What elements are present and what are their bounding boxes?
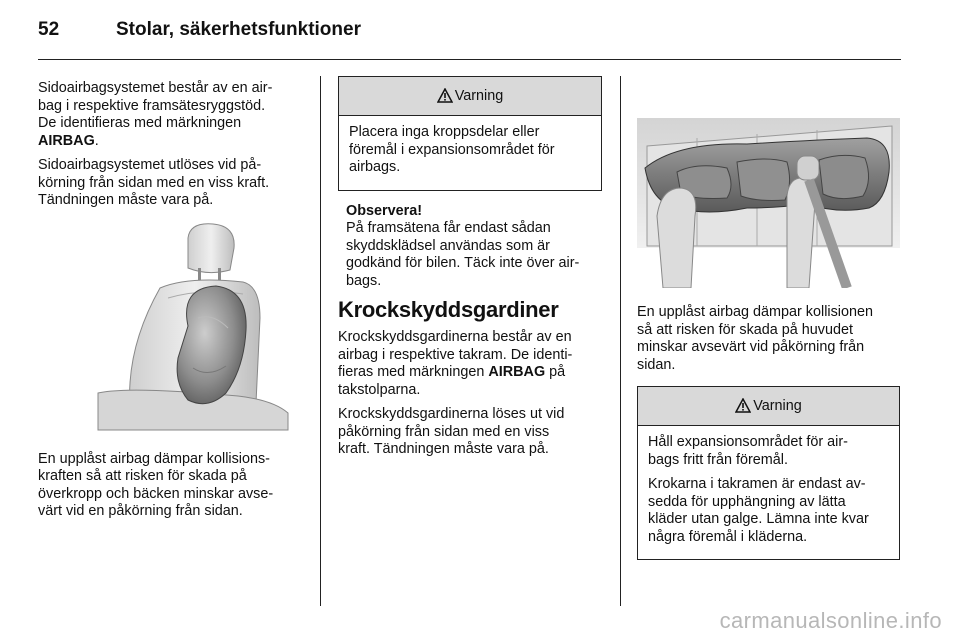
text-line: påkörning från sidan med en viss bbox=[338, 423, 550, 440]
curtain-airbag-illustration bbox=[637, 76, 900, 288]
note-block bbox=[338, 203, 602, 291]
text-line: Tändningen måste vara på. bbox=[38, 192, 214, 208]
text-line: föremål i expansionsområdet för bbox=[349, 141, 555, 158]
text-line: skyddsklädsel användas som är bbox=[346, 237, 550, 254]
text-line: . bbox=[94, 132, 99, 149]
curtain-airbag-intro bbox=[338, 329, 602, 399]
text-line: minskar avsevärt vid påkörning från bbox=[637, 339, 865, 355]
text-line: Krockskyddsgardinerna löses ut vid bbox=[338, 406, 565, 422]
text-line: godkänd för bilen. Täck inte över air- bbox=[346, 255, 580, 271]
page-number: 52 bbox=[38, 19, 60, 40]
text-line: På framsätena får endast sådan bbox=[346, 220, 551, 236]
warning-box-2 bbox=[637, 386, 900, 560]
text-line: kraften så att risken för skada på bbox=[38, 468, 247, 484]
text-line: kläder utan galge. Lämna inte kvar bbox=[648, 511, 869, 527]
section-heading: Krockskyddsgardiner bbox=[338, 297, 559, 322]
airbag-marking: AIRBAG bbox=[38, 132, 95, 149]
warning-triangle-icon bbox=[437, 80, 453, 118]
text-line: Sidoairbagsystemet utlöses vid på- bbox=[38, 157, 262, 173]
curtain-airbag-deploy bbox=[338, 406, 602, 459]
column-divider-1 bbox=[320, 76, 321, 606]
side-airbag-deploy bbox=[38, 157, 303, 210]
text-line: takstolparna. bbox=[338, 381, 421, 398]
warning-box-1 bbox=[338, 76, 602, 191]
warning-label: Varning bbox=[454, 88, 504, 104]
text-line: så att risken för skada på huvudet bbox=[637, 321, 853, 338]
warning-header bbox=[339, 77, 601, 116]
text-line: Krokarna i takramen är endast av- bbox=[648, 476, 866, 492]
text-line: airbags. bbox=[349, 159, 401, 175]
column-1 bbox=[38, 80, 303, 528]
side-airbag-intro bbox=[38, 80, 303, 150]
text-line: airbag i respektive takram. De identi- bbox=[338, 346, 573, 363]
text-line: kraft. Tändningen måste vara på. bbox=[338, 441, 549, 457]
text-line: Krockskyddsgardinerna består av en bbox=[338, 329, 572, 345]
seat-airbag-illustration bbox=[38, 218, 303, 433]
warning-triangle-icon bbox=[735, 390, 751, 428]
note-title: Observera! bbox=[346, 202, 422, 219]
warning-body bbox=[339, 116, 601, 190]
column-divider-2 bbox=[620, 76, 621, 606]
text-line: körning från sidan med en viss kraft. bbox=[38, 174, 270, 191]
header-rule bbox=[38, 59, 901, 60]
text-line: Håll expansionsområdet för air- bbox=[648, 434, 848, 450]
text-line: sidan. bbox=[637, 356, 676, 373]
text-line: bags. bbox=[346, 272, 382, 289]
text-line: De identifieras med märkningen bbox=[38, 115, 242, 131]
text-line: några föremål i kläderna. bbox=[648, 528, 808, 545]
text-line: sedda för upphängning av lätta bbox=[648, 493, 846, 510]
text-line: Sidoairbagsystemet består av en air- bbox=[38, 80, 273, 96]
column-3 bbox=[637, 76, 900, 560]
seat-airbag-caption bbox=[38, 451, 303, 521]
warning-body bbox=[638, 426, 899, 559]
text-line: Placera inga kroppsdelar eller bbox=[349, 124, 540, 140]
airbag-marking: AIRBAG bbox=[488, 364, 546, 380]
warning-header bbox=[638, 387, 899, 426]
watermark: carmanualsonline.info bbox=[719, 608, 942, 633]
text-line: bags fritt från föremål. bbox=[648, 451, 788, 468]
warning-label: Varning bbox=[753, 398, 802, 414]
curtain-airbag-caption bbox=[637, 304, 900, 374]
text-line: bag i respektive framsätesryggstöd. bbox=[38, 97, 266, 114]
page-title: Stolar, säkerhetsfunktioner bbox=[116, 19, 361, 40]
text-line: En upplåst airbag dämpar kollisions- bbox=[38, 450, 270, 467]
text-line: En upplåst airbag dämpar kollisionen bbox=[637, 304, 873, 320]
text-line: värt vid en påkörning från sidan. bbox=[38, 503, 243, 519]
text-line: överkropp och bäcken minskar avse- bbox=[38, 485, 274, 502]
column-2 bbox=[338, 76, 602, 466]
text-line: fieras med märkningen bbox=[338, 364, 489, 380]
text-line: på bbox=[545, 364, 566, 380]
